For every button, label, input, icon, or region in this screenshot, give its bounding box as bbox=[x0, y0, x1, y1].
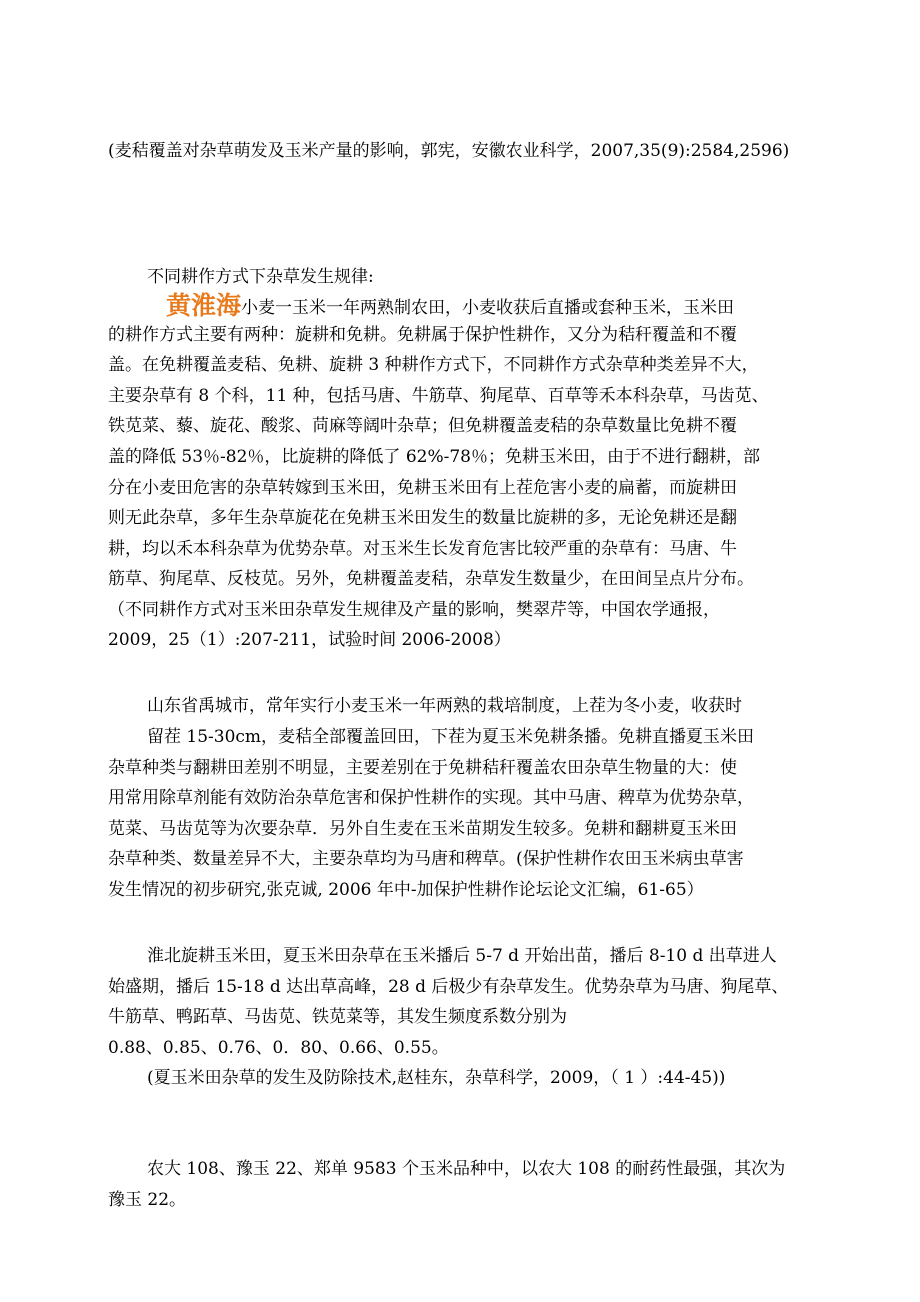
section2-line-1: 山东省禹城市，常年实行小麦玉米一年两熟的栽培制度，上茬为冬小麦，收获时 bbox=[147, 696, 742, 716]
section1-line-6: 盖的降低 53％-82％，比旋耕的降低了 62%-78％；免耕玉米田，由于不进行翻耕，部 bbox=[108, 447, 760, 467]
section3-line-4: 0.88、0.85、0.76、0．80、0.66、0.55。 bbox=[108, 1038, 449, 1058]
section3-line-1: 淮北旋耕玉米田，夏玉米田杂草在玉米播后 5-7 d 开始出苗，播后 8-10 d 出草进人 bbox=[147, 946, 777, 966]
section2-line-2: 留茬 15-30cm，麦秸全部覆盖回田，下茬为夏玉米免耕条播。免耕直播夏玉米田 bbox=[147, 727, 755, 747]
section1-line-7: 分在小麦田危害的杂草转嫁到玉米田，免耕玉米田有上茬危害小麦的扁蓄，而旋耕田 bbox=[108, 478, 737, 498]
section1-line-2: 的耕作方式主要有两种：旋耕和免耕。免耕属于保护性耕作，又分为秸秆覆盖和不覆 bbox=[108, 325, 737, 345]
section3-citation: (夏玉米田杂草的发生及防除技术,赵桂东，杂草科学，2009，（ 1 ）:44-45)) bbox=[147, 1068, 726, 1088]
section1-line-1 bbox=[166, 293, 734, 320]
section3-line-3: 牛筋草、鸭跖草、马齿苋、铁苋菜等，其发生频度系数分别为 bbox=[108, 1007, 567, 1027]
section2-line-5: 苋菜、马齿苋等为次要杂草．另外自生麦在玉米苗期发生较多。免耕和翻耕夏玉米田 bbox=[108, 819, 737, 839]
section1-line-10: 筋草、狗尾草、反枝苋。另外，免耕覆盖麦秸，杂草发生数量少，在田间呈点片分布。 bbox=[108, 569, 754, 589]
section4-line-1: 农大 108、豫玉 22、郑单 9583 个玉米品种中，以农大 108 的耐药性最强，其次为 bbox=[147, 1159, 786, 1179]
section2-line-4: 用常用除草剂能有效防治杂草危害和保护性耕作的实现。其中马唐、稗草为优势杂草， bbox=[108, 788, 754, 808]
section1-citation-1: （不同耕作方式对玉米田杂草发生规律及产量的影响，樊翠芹等，中国农学通报， bbox=[108, 600, 720, 620]
section1-heading: 不同耕作方式下杂草发生规律: bbox=[147, 267, 374, 287]
section1-line-4: 主要杂草有 8 个科，11 种，包括马唐、牛筋草、狗尾草、百草等禾本科杂草，马齿苋、 bbox=[108, 386, 769, 406]
section3-line-2: 始盛期，播后 15-18 d 达出草高峰，28 d 后极少有杂草发生。优势杂草为马唐、狗尾草、 bbox=[108, 977, 789, 997]
section1-citation-2: 2009，25（1）:207-211，试验时间 2006-2008） bbox=[108, 630, 511, 650]
citation-top: (麦秸覆盖对杂草萌发及玉米产量的影响，郭宪，安徽农业科学，2007,35(9):2584,2596) bbox=[108, 141, 790, 161]
section1-line-8: 则无此杂草，多年生杂草旋花在免耕玉米田发生的数量比旋耕的多，无论免耕还是翻 bbox=[108, 508, 737, 528]
section2-line-6: 杂草种类、数量差异不大，主要杂草均为马唐和稗草。(保护性耕作农田玉米病虫草害 bbox=[108, 849, 744, 869]
section2-line-3: 杂草种类与翻耕田差别不明显，主要差别在于免耕秸秆覆盖农田杂草生物量的大：使 bbox=[108, 758, 737, 778]
section1-line-1-text: 小麦一玉米一年两熟制农田，小麦收获后直播或套种玉米，玉米田 bbox=[241, 298, 735, 318]
section2-line-7: 发生情况的初步研究,张克诚, 2006 年中-加保护性耕作论坛论文汇编，61-65） bbox=[108, 880, 704, 900]
section1-line-5: 铁苋菜、藜、旋花、酸浆、苘麻等阔叶杂草；但免耕覆盖麦秸的杂草数量比免耕不覆 bbox=[108, 416, 737, 436]
section4-line-2: 豫玉 22。 bbox=[108, 1190, 187, 1210]
section1-line-9: 耕，均以禾本科杂草为优势杂草。对玉米生长发育危害比较严重的杂草有：马唐、牛 bbox=[108, 539, 737, 559]
section1-line-3: 盖。在免耕覆盖麦秸、免耕、旋耕 3 种耕作方式下，不同耕作方式杂草种类差异不大， bbox=[108, 355, 759, 375]
highlight-keyword: 黄淮海 bbox=[166, 291, 242, 320]
